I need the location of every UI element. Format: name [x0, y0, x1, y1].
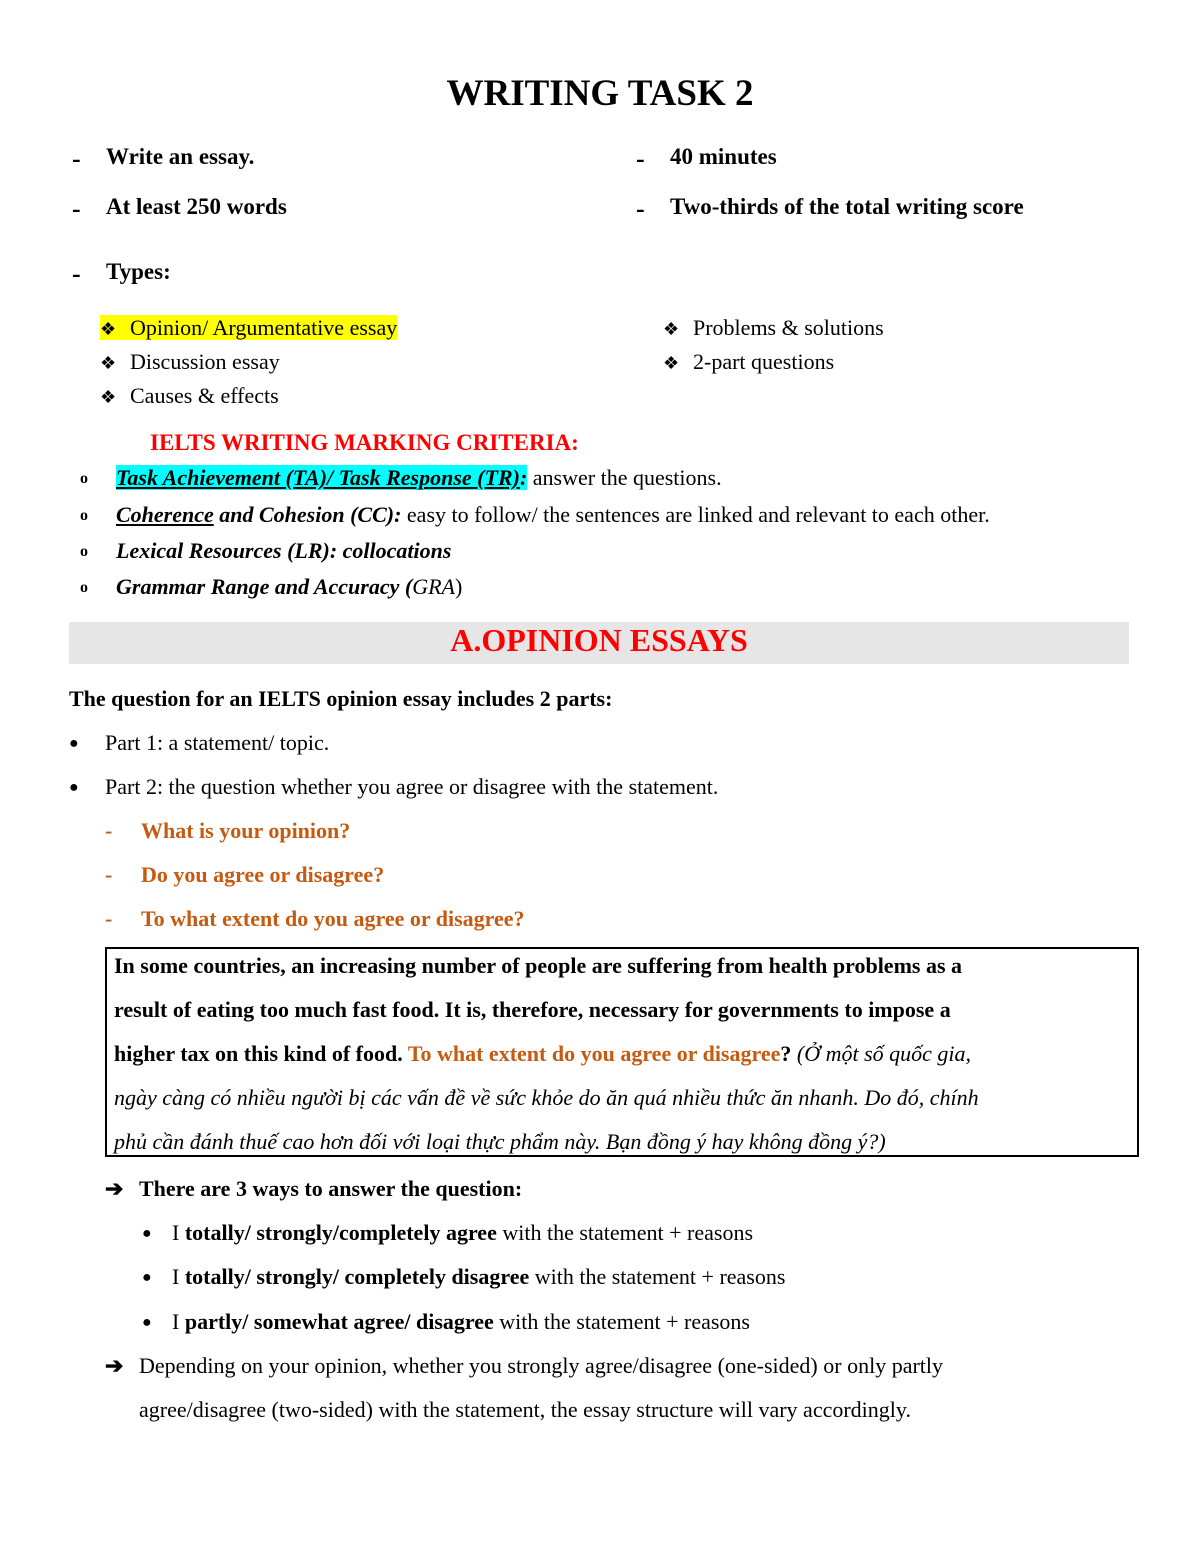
fact-text: 40 minutes	[670, 144, 777, 169]
fact-write-essay	[72, 144, 572, 174]
circle-bullet-icon: o	[80, 579, 88, 596]
criterion-name: Coherence	[116, 502, 214, 527]
sample-line-5: phủ cần đánh thuế cao hơn đối với loại thực phẩm này. Bạn đồng ý hay không đồng ý?)	[114, 1129, 886, 1154]
criterion-ta	[80, 465, 722, 491]
dot-bullet-icon: ●	[142, 1269, 152, 1286]
fact-word-count	[72, 194, 572, 224]
dash-bullet: -	[105, 818, 113, 843]
sample-translation: (Ở một số quốc gia,	[791, 1041, 972, 1066]
sample-line-2: result of eating too much fast food. It is, therefore, necessary for governments to impose a	[114, 997, 951, 1022]
criterion-close: )	[454, 574, 463, 599]
sample-line-3	[114, 1041, 971, 1067]
fact-text: Write an essay.	[106, 144, 255, 169]
answer-pre: I	[172, 1220, 185, 1245]
dash-bullet: -	[72, 144, 81, 173]
fact-time	[636, 144, 1156, 174]
conclusion-line-2: agree/disagree (two-sided) with the statement, the essay structure will vary accordingly.	[139, 1397, 911, 1422]
criterion-cc	[80, 502, 990, 528]
diamond-bullet-icon: ❖	[663, 353, 680, 373]
sample-qmark: ?	[780, 1041, 792, 1066]
diamond-bullet-icon: ❖	[100, 319, 117, 339]
conclusion-text: Depending on your opinion, whether you strongly agree/disagree (one-sided) or only partly	[139, 1353, 944, 1378]
type-item-discussion	[100, 349, 280, 375]
circle-bullet-icon: o	[80, 543, 88, 560]
type-item-causes	[100, 383, 279, 409]
section-title: A.OPINION ESSAYS	[450, 622, 748, 658]
type-text: Problems & solutions	[693, 315, 884, 340]
sample-question-highlight: To what extent do you agree or disagree	[407, 1041, 781, 1066]
arrow-right-icon: ➔	[105, 1353, 124, 1378]
dot-bullet-icon: ●	[142, 1225, 152, 1242]
type-text: 2-part questions	[693, 349, 835, 374]
conclusion-line-1	[105, 1353, 943, 1379]
part-text: Part 2: the question whether you agree or disagree with the statement.	[105, 774, 719, 799]
question-opinion	[105, 818, 350, 844]
answer-post: with the statement + reasons	[493, 1309, 750, 1334]
criterion-abbrev: GRA	[412, 574, 455, 599]
types-label-text: Types:	[106, 259, 171, 284]
criterion-name-rest: and Cohesion (CC):	[213, 502, 402, 527]
question-extent	[105, 906, 525, 932]
type-text: Causes & effects	[130, 383, 279, 408]
answer-item-disagree	[142, 1264, 785, 1290]
dash-bullet: -	[72, 259, 81, 288]
criterion-lr	[80, 538, 451, 564]
sample-line-4: ngày càng có nhiều người bị các vấn đề về sức khỏe do ăn quá nhiều thức ăn nhanh. Do đó, chính	[114, 1085, 979, 1110]
criterion-desc: answer the questions.	[527, 465, 722, 490]
answers-heading-text: There are 3 ways to answer the question:	[139, 1176, 523, 1201]
circle-bullet-icon: o	[80, 507, 88, 524]
sample-text: higher tax on this kind of food.	[114, 1041, 408, 1066]
dot-bullet-icon: ●	[69, 735, 79, 752]
fact-score-weight	[636, 194, 1156, 224]
answer-post: with the statement + reasons	[496, 1220, 754, 1245]
circle-bullet-icon: o	[80, 470, 88, 487]
intro-part-2	[69, 774, 718, 800]
arrow-right-icon: ➔	[105, 1176, 124, 1201]
question-text: What is your opinion?	[141, 818, 351, 843]
criterion-gra	[80, 574, 462, 600]
criterion-sep: :	[519, 465, 528, 490]
criterion-name: Lexical Resources (LR): collocations	[116, 538, 452, 563]
answer-bold: totally/ strongly/completely agree	[184, 1220, 497, 1245]
highlight	[100, 315, 397, 340]
diamond-bullet-icon: ❖	[100, 353, 117, 373]
dash-bullet: -	[105, 906, 113, 931]
type-text: Opinion/ Argumentative essay	[130, 315, 398, 340]
dot-bullet-icon: ●	[142, 1314, 152, 1331]
criterion-desc: easy to follow/ the sentences are linked and relevant to each other.	[401, 502, 990, 527]
question-agree	[105, 862, 384, 888]
criterion-name: Grammar Range and Accuracy (	[116, 574, 413, 599]
answer-bold: partly/ somewhat agree/ disagree	[184, 1309, 494, 1334]
diamond-bullet-icon: ❖	[663, 319, 680, 339]
criterion-name: Task Achievement (TA)/ Task Response (TR)	[116, 465, 520, 490]
dash-bullet: -	[636, 194, 645, 223]
part-text: Part 1: a statement/ topic.	[105, 730, 330, 755]
answer-pre: I	[172, 1309, 185, 1334]
dash-bullet: -	[72, 194, 81, 223]
dash-bullet: -	[636, 144, 645, 173]
type-item-two-part	[663, 349, 834, 375]
type-item-problems	[663, 315, 884, 341]
answers-heading	[105, 1176, 522, 1202]
question-text: To what extent do you agree or disagree?	[141, 906, 525, 931]
intro-heading: The question for an IELTS opinion essay includes 2 parts:	[69, 686, 613, 711]
answer-pre: I	[172, 1264, 185, 1289]
diamond-bullet-icon: ❖	[100, 387, 117, 407]
type-text: Discussion essay	[130, 349, 280, 374]
types-label	[72, 259, 472, 289]
question-text: Do you agree or disagree?	[141, 862, 385, 887]
answer-bold: totally/ strongly/ completely disagree	[184, 1264, 530, 1289]
sample-line-1: In some countries, an increasing number of people are suffering from health problems as a	[114, 953, 963, 978]
criteria-title: IELTS WRITING MARKING CRITERIA:	[150, 430, 579, 455]
page-title: WRITING TASK 2	[446, 73, 754, 114]
answer-item-partly	[142, 1309, 750, 1335]
fact-text: At least 250 words	[106, 194, 287, 219]
answer-item-agree	[142, 1220, 753, 1246]
dot-bullet-icon: ●	[69, 779, 79, 796]
type-item-opinion	[100, 315, 397, 341]
dash-bullet: -	[105, 862, 113, 887]
fact-text: Two-thirds of the total writing score	[670, 194, 1024, 219]
intro-part-1	[69, 730, 329, 756]
answer-post: with the statement + reasons	[529, 1264, 786, 1289]
